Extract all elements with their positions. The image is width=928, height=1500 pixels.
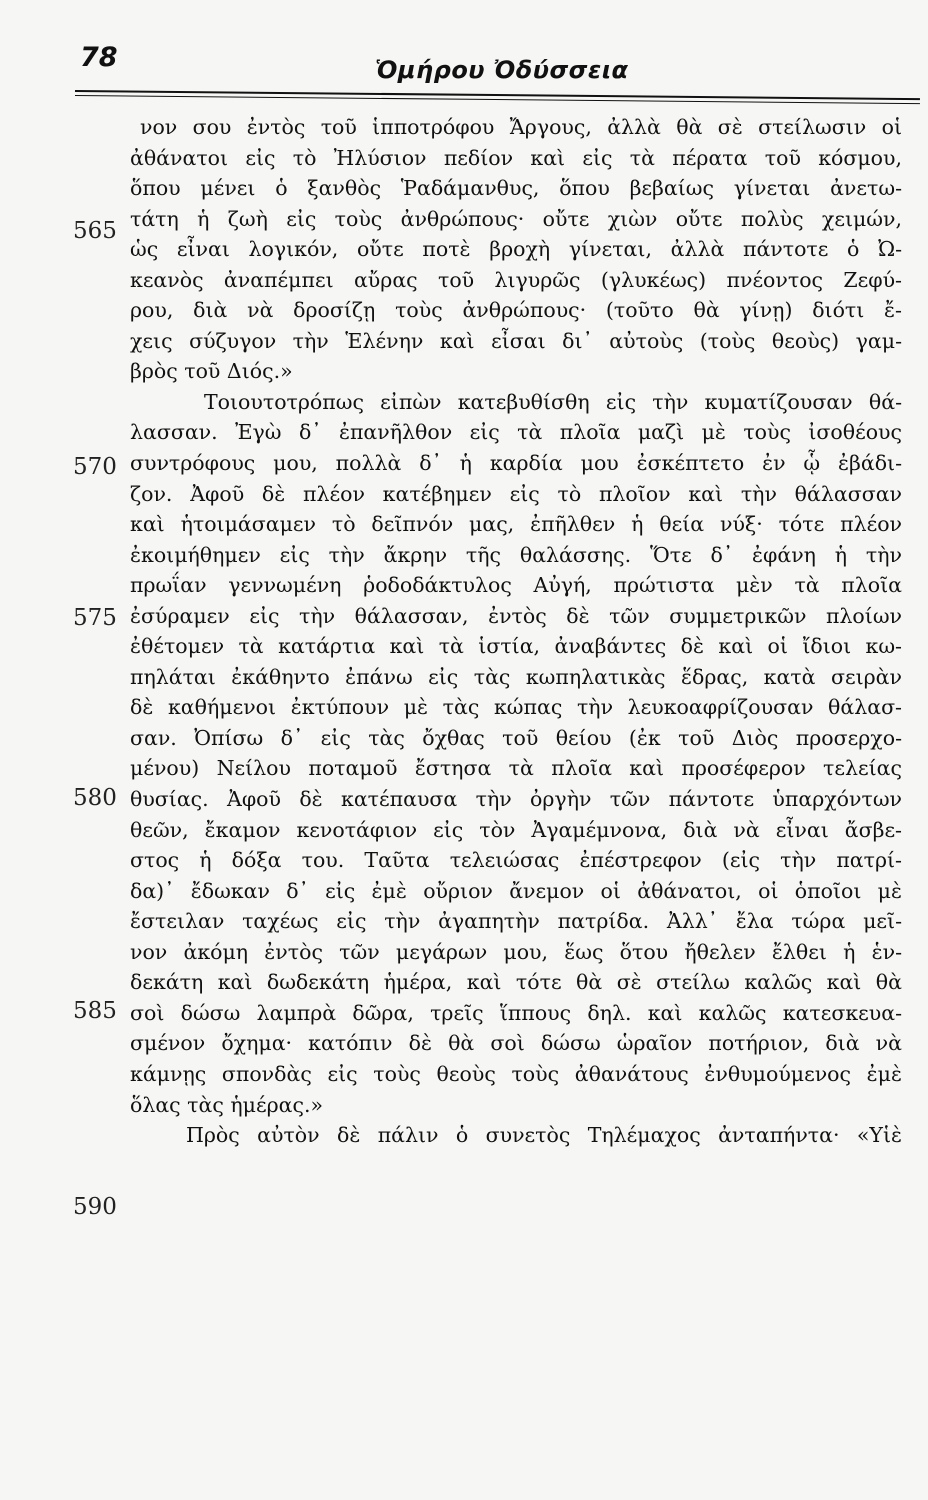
text-line: σοὶ δώσω λαμπρὰ δῶρα, τρεῖς ἵππους δηλ. καὶ καλῶς κατεσκευα-: [130, 1000, 902, 1025]
text-line: ὅπου μένει ὁ ξανθὸς Ῥαδάμανθυς, ὅπου βεβαίως γίνεται ἀνετω-: [130, 176, 902, 201]
text-line: σμένον ὄχημα· κατόπιν δὲ θὰ σοὶ δώσω ὡραῖον ποτήριον, διὰ νὰ: [130, 1031, 902, 1056]
text-line: δεκάτη καὶ δωδεκάτη ἡμέρα, καὶ τότε θὰ σὲ στείλω καλῶς καὶ θὰ: [130, 970, 902, 995]
text-line: ὡς εἶναι λογικόν, οὔτε ποτὲ βροχὴ γίνεται, ἀλλὰ πάντοτε ὁ Ὠ-: [130, 237, 902, 262]
line-number-565: 565: [73, 218, 117, 244]
text-line: θεῶν, ἔκαμον κενοτάφιον εἰς τὸν Ἀγαμέμνονα, διὰ νὰ εἶναι ἄσβε-: [130, 817, 902, 842]
text-line: Τοιουτοτρόπως εἰπὼν κατεβυθίσθη εἰς τὴν κυματίζουσαν θά-: [204, 389, 902, 414]
text-line: Πρὸς αὐτὸν δὲ πάλιν ὁ συνετὸς Τηλέμαχος ἀνταπήντα· «Υἱὲ: [186, 1123, 902, 1148]
text-line: πηλάται ἐκάθηντο ἐπάνω εἰς τὰς κωπηλατικὰς ἕδρας, κατὰ σειρὰν: [130, 664, 902, 689]
text-line: ἐσύραμεν εἰς τὴν θάλασσαν, ἐντὸς δὲ τῶν συμμετρικῶν πλοίων: [130, 603, 902, 628]
text-line: ρου, διὰ νὰ δροσίζῃ τοὺς ἀνθρώπους· (τοῦτο θὰ γίνῃ) διότι ἔ-: [130, 298, 902, 323]
line-number-580: 580: [73, 785, 117, 811]
text-line: καὶ ἡτοιμάσαμεν τὸ δεῖπνόν μας, ἐπῆλθεν ἡ θεία νύξ· τότε πλέον: [130, 512, 902, 537]
text-line: ὅλας τὰς ἡμέρας.»: [130, 1092, 324, 1117]
line-number-590: 590: [73, 1194, 117, 1220]
body-text: [130, 112, 902, 1151]
text-line: δα)᾽ ἔδωκαν δ᾽ εἰς ἐμὲ οὔριον ἄνεμον οἱ ἀθάνατοι, οἱ ὁποῖοι μὲ: [130, 878, 902, 903]
text-line: χεις σύζυγον τὴν Ἑλένην καὶ εἶσαι δι᾽ αὐτοὺς (τοὺς θεοὺς) γαμ-: [130, 328, 902, 353]
text-line: ἔστειλαν ταχέως εἰς τὴν ἀγαπητὴν πατρίδα. Ἀλλ᾽ ἔλα τώρα μεῖ-: [130, 909, 902, 934]
line-number-575: 575: [73, 605, 117, 631]
text-line: πρωΐαν γεννωμένη ῥοδοδάκτυλος Αὐγή, πρώτιστα μὲν τὰ πλοῖα: [130, 573, 902, 598]
line-number-585: 585: [73, 998, 117, 1024]
text-line: ἐθέτομεν τὰ κατάρτια καὶ τὰ ἱστία, ἀναβάντες δὲ καὶ οἱ ἴδιοι κω-: [130, 634, 902, 659]
text-line: ἐκοιμήθημεν εἰς τὴν ἄκρην τῆς θαλάσσης. Ὅτε δ᾽ ἐφάνη ἡ τὴν: [130, 542, 902, 567]
line-number-570: 570: [73, 454, 117, 480]
text-line: κεανὸς ἀναπέμπει αὔρας τοῦ λιγυρῶς (γλυκέως) πνέοντος Ζεφύ-: [130, 267, 902, 292]
text-line: νον σου ἐντὸς τοῦ ἱπποτρόφου Ἄργους, ἀλλὰ θὰ σὲ στείλωσιν οἱ: [140, 115, 902, 139]
text-line: θυσίας. Ἀφοῦ δὲ κατέπαυσα τὴν ὀργὴν τῶν πάντοτε ὑπαρχόντων: [130, 787, 902, 812]
text-line: σαν. Ὀπίσω δ᾽ εἰς τὰς ὄχθας τοῦ θείου (ἐκ τοῦ Διὸς προσερχο-: [130, 725, 902, 750]
text-line: μένου) Νείλου ποταμοῦ ἔστησα τὰ πλοῖα καὶ προσέφερον τελείας: [130, 756, 902, 781]
text-line: δὲ καθήμενοι ἐκτύπουν μὲ τὰς κώπας τὴν λευκοαφρίζουσαν θάλασ-: [130, 695, 902, 720]
page-header: [75, 40, 920, 102]
text-line: κάμνῃς σπονδὰς εἰς τοὺς θεοὺς τοὺς ἀθανάτους ἐνθυμούμενος ἐμὲ: [130, 1061, 902, 1086]
text-line: τάτη ἡ ζωὴ εἰς τοὺς ἀνθρώπους· οὔτε χιὼν οὔτε πολὺς χειμών,: [130, 206, 902, 231]
text-line: στος ἡ δόξα του. Ταῦτα τελειώσας ἐπέστρεφον (εἰς τὴν πατρί-: [130, 848, 902, 873]
text-line: συντρόφους μου, πολλὰ δ᾽ ἡ καρδία μου ἐσκέπτετο ἐν ᾧ ἐβάδι-: [130, 451, 902, 476]
text-line: βρὸς τοῦ Διός.»: [130, 359, 293, 384]
text-line: ζον. Ἀφοῦ δὲ πλέον κατέβημεν εἰς τὸ πλοῖον καὶ τὴν θάλασσαν: [130, 481, 902, 506]
text-line: νον ἀκόμη ἐντὸς τῶν μεγάρων μου, ἕως ὅτου ἤθελεν ἔλθει ἡ ἑν-: [130, 939, 902, 964]
page-number: 78: [80, 42, 118, 73]
text-line: ἀθάνατοι εἰς τὸ Ἠλύσιον πεδίον καὶ εἰς τὰ πέρατα τοῦ κόσμου,: [130, 145, 902, 170]
text-line: λασσαν. Ἐγὼ δ᾽ ἐπανῆλθον εἰς τὰ πλοῖα μαζὶ μὲ τοὺς ἰσοθέους: [130, 420, 902, 445]
running-title: Ὁμήρου Ὀδύσσεια: [375, 56, 629, 84]
